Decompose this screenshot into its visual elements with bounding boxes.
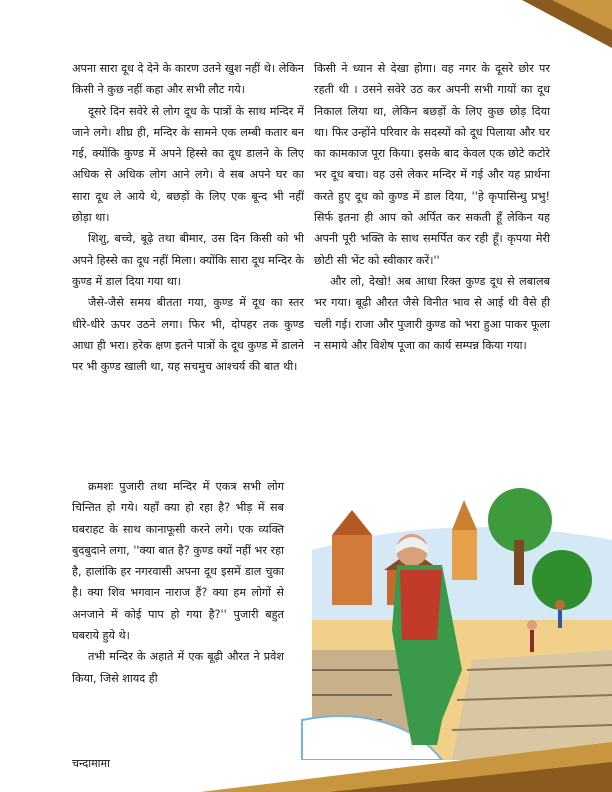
- right-column-text: [314, 58, 550, 356]
- left-column-text: [72, 58, 304, 377]
- magazine-name: चन्दामामा: [72, 757, 110, 770]
- temple-spire: [452, 530, 477, 580]
- villager-figure: [527, 620, 537, 630]
- corner-decoration-inner: [552, 0, 612, 30]
- paragraph: क्रमशः पुजारी तथा मन्दिर में एकत्र सभी लोग चिन्तित हो गये। यहाँ क्या हो रहा है? भीड़ में सब घबराहट के साथ कानाफूसी करने लगे। एक व्यक्ति बुदबुदाने लगा, ''क्या बात है? कुण्ड क्यों नहीं भर रहा है, हालांकि हर नगरवासी अपना दूध इसमें डाल चुका है। क्या शिव भगवान नाराज हैं? क्या हम लोगों से अनजाने में कोई पाप हो गया है?'' पुजारी बहुत घबराये हुये थे।: [72, 480, 284, 643]
- paragraph: शिशु, बच्चे, बूढ़े तथा बीमार, उस दिन किसी को भी अपने हिस्से का दूध नहीं मिला। क्योंकि सारा दूध मन्दिर के कुण्ड में डाल दिया गया था।: [72, 232, 304, 288]
- paragraph: अपना सारा दूध दे देने के कारण उतने खुश नहीं थे। लेकिन किसी ने कुछ नहीं कहा और सभी लौट गये।: [72, 62, 304, 97]
- paragraph: तभी मन्दिर के अहाते में एक बूढ़ी औरत ने प्रवेश किया, जिसे शायद ही: [72, 650, 284, 685]
- child-figure: [555, 600, 565, 610]
- paragraph: जैसे-जैसे समय बीतता गया, कुण्ड में दूध का स्तर धीरे-धीरे ऊपर उठने लगा। फिर भी, दोपहर तक कुण्ड आधा ही भरा। हरेक क्षण इतने पात्रों के दूध कुण्ड में डालने पर भी कुण्ड खाली था, यह सचमुच आश्चर्य की बात थी।: [72, 296, 304, 374]
- story-illustration: [292, 470, 612, 760]
- left-column-lower-text: [72, 476, 284, 689]
- paragraph: किसी ने ध्यान से देखा होगा। वह नगर के दूसरे छोर पर रहती थी । उसने सवेरे उठ कर अपनी सभी गायों का दूध निकाल लिया था, लेकिन बछड़ों के लिए कुछ छोड़ दिया था। फिर उन्होंने परिवार के सदस्यों को दूध पिलाया और घर का कामकाज पूरा किया। इसके बाद केवल एक छोटे कटोरे भर दूध बचा। वह उसे लेकर मन्दिर में गई और यह प्रार्थना करते हुए दूध को कुण्ड में डाल दिया, ''हे कृपासिन्धु प्रभु! सिर्फ इतना ही आप को अर्पित कर सकती हूँ लेकिन यह अपनी पूरी भक्ति के साथ समर्पित कर रही हूँ। कृपया मेरी छोटी सी भेंट को स्वीकार करें।'': [314, 62, 550, 267]
- temple-building: [332, 535, 372, 605]
- paragraph: और लो, देखो! अब आधा रिक्त कुण्ड दूध से लबालब भर गया। बूढ़ी औरत जैसे विनीत भाव से आई थी वैसे ही चली गई। राजा और पुजारी कुण्ड को भरा हुआ पाकर फूला न समाये और विशेष पूजा का कार्य सम्पन्न किया गया।: [314, 274, 550, 352]
- paragraph: दूसरे दिन सवेरे से लोग दूध के पात्रों के साथ मन्दिर में जाने लगे। शीघ्र ही, मन्दिर के सामने एक लम्बी कतार बन गई, क्योंकि कुण्ड में अपने हिस्से का दूध डालने के लिए अधिक से अधिक लोग आने लगे। वे सब अपने घर का सारा दूध ले आये थे, बछड़ों के लिए एक बून्द भी नहीं छोड़ा था।: [72, 104, 304, 225]
